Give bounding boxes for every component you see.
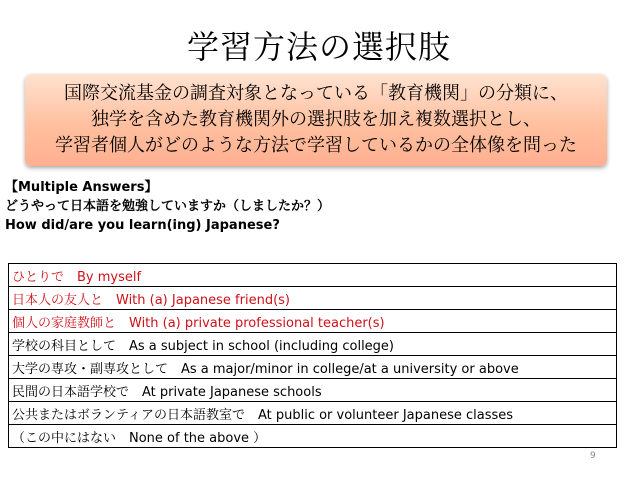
- option-private-school: 民間の日本語学校で At private Japanese schools: [9, 379, 617, 402]
- callout-line: 独学を含めた教育機関外の選択肢を加え複数選択とし、: [91, 109, 541, 130]
- table-row: [9, 379, 617, 402]
- table-row: [9, 287, 617, 310]
- summary-callout: [25, 74, 607, 166]
- question-english: How did/are you learn(ing) Japanese?: [5, 218, 280, 233]
- answer-options-table: [8, 263, 617, 448]
- option-university-major: 大学の専攻・副専攻として As a major/minor in college/at a university or above: [9, 356, 617, 379]
- callout-line: 国際交流基金の調査対象となっている「教育機関」の分類に、: [64, 83, 568, 104]
- multiple-answers-tag: 【Multiple Answers】: [5, 180, 158, 195]
- option-none: （この中にはない None of the above ）: [9, 425, 617, 448]
- option-by-myself: ひとりで By myself: [9, 264, 617, 287]
- option-private-teacher: 個人の家庭教師と With (a) private professional teacher(s): [9, 310, 617, 333]
- table-row: [9, 264, 617, 287]
- question-japanese: どうやって日本語を勉強していますか（しましたか？）: [5, 199, 331, 214]
- slide-title: 学習方法の選択肢: [186, 28, 451, 66]
- question-block: [5, 178, 330, 235]
- option-public-class: 公共またはボランティアの日本語教室で At public or volunteer Japanese classes: [9, 402, 617, 425]
- table-row: [9, 356, 617, 379]
- page-number: 9: [590, 451, 596, 461]
- option-school-subject: 学校の科目として As a subject in school (including college): [9, 333, 617, 356]
- table-row: [9, 425, 617, 448]
- table-row: [9, 333, 617, 356]
- table-row: [9, 310, 617, 333]
- callout-line: 学習者個人がどのような方法で学習しているかの全体像を問った: [55, 135, 577, 156]
- option-japanese-friend: 日本人の友人と With (a) Japanese friend(s): [9, 287, 617, 310]
- table-row: [9, 402, 617, 425]
